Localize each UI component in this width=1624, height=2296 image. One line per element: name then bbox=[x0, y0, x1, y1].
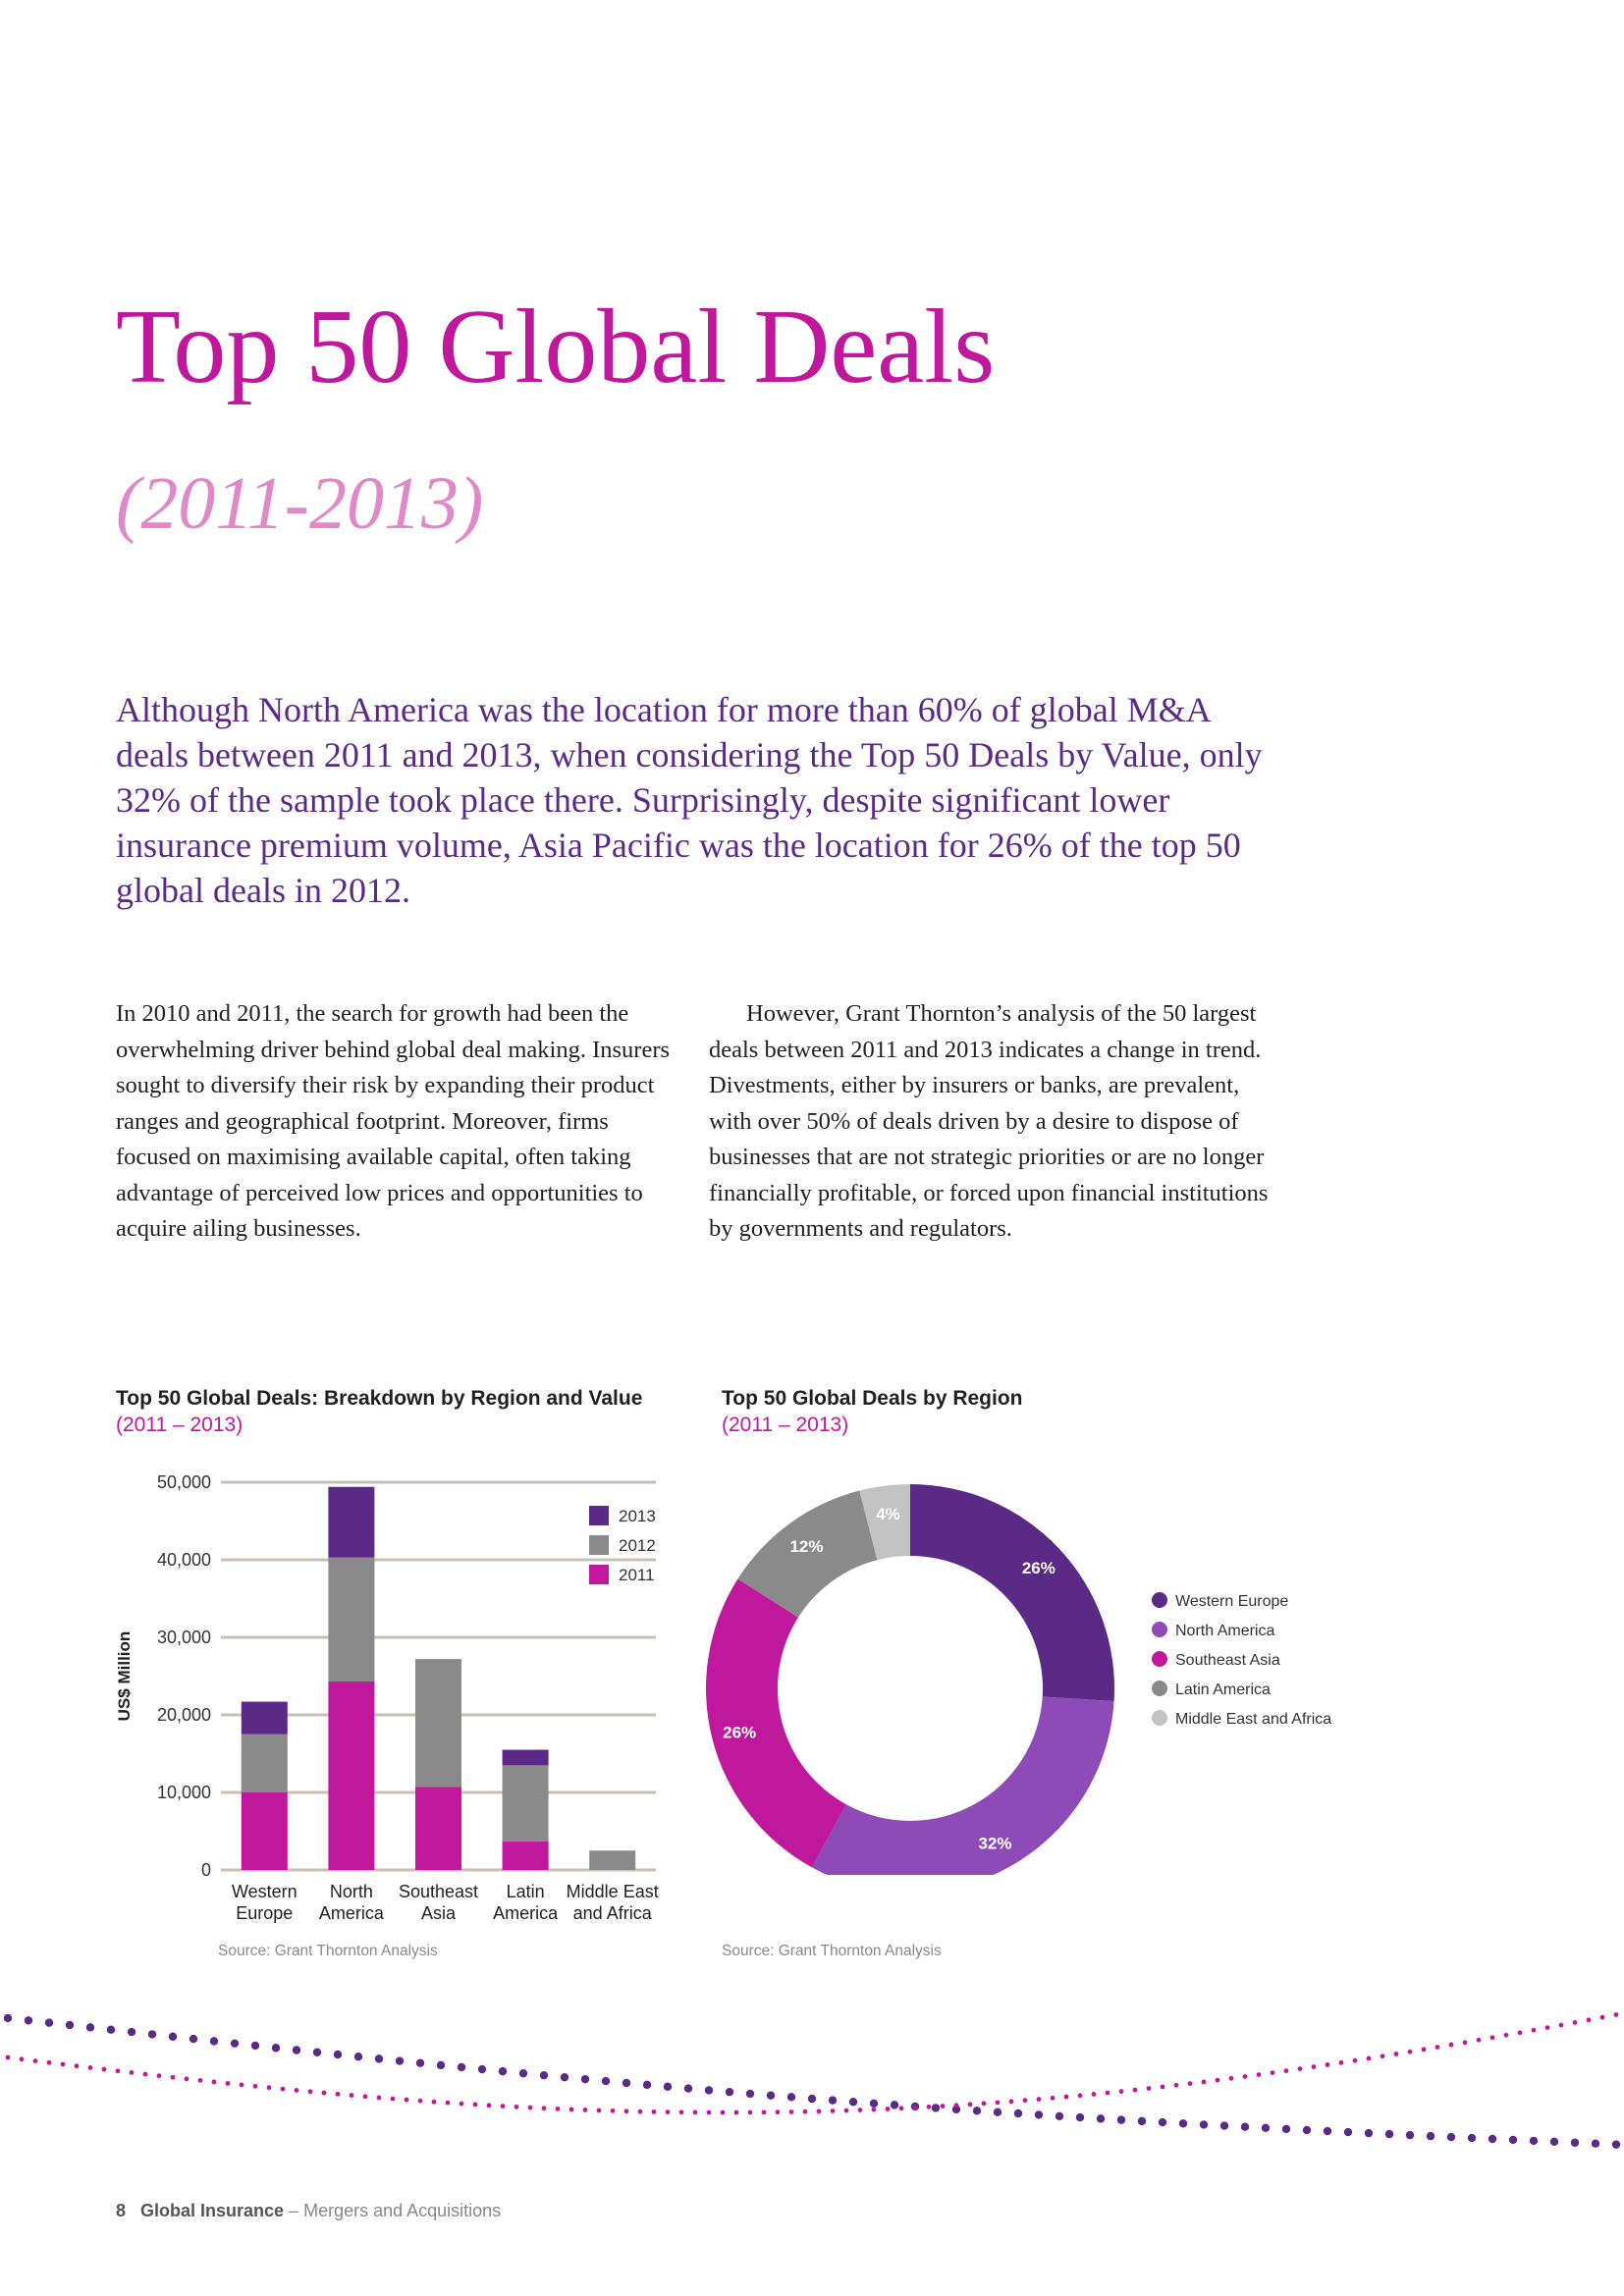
wave-dot bbox=[189, 2035, 197, 2043]
wave-dot bbox=[1571, 2139, 1579, 2147]
wave-dot bbox=[1159, 2118, 1166, 2126]
wave-dot bbox=[1312, 2064, 1317, 2069]
wave-dot bbox=[143, 2072, 148, 2077]
wave-dot bbox=[1612, 2140, 1620, 2148]
legend-label: Western Europe bbox=[1175, 1593, 1289, 1610]
wave-dot bbox=[240, 2082, 244, 2087]
wave-dot bbox=[748, 2110, 753, 2115]
donut-chart-source: Source: Grant Thornton Analysis bbox=[722, 1943, 942, 1959]
bar-segment-2012 bbox=[328, 1558, 374, 1682]
wave-dot bbox=[1559, 2023, 1564, 2028]
page-subtitle: (2011-2013) bbox=[116, 462, 484, 545]
wave-dot bbox=[446, 2101, 451, 2106]
wave-dot bbox=[973, 2107, 981, 2114]
wave-dot bbox=[767, 2091, 775, 2099]
legend-label-2013: 2013 bbox=[619, 1507, 656, 1525]
wave-dot bbox=[6, 2056, 11, 2060]
legend-swatch-2013 bbox=[589, 1506, 609, 1525]
wave-dot bbox=[437, 2061, 445, 2069]
bar-chart bbox=[98, 1463, 687, 1934]
wave-dot bbox=[1133, 2088, 1138, 2093]
wave-dot bbox=[231, 2039, 239, 2047]
wave-dot bbox=[1489, 2135, 1496, 2143]
wave-dot bbox=[1298, 2066, 1303, 2071]
wave-dot bbox=[1051, 2096, 1056, 2101]
donut-slice bbox=[910, 1484, 1114, 1701]
page-title: Top 50 Global Deals bbox=[116, 289, 996, 405]
bar-segment-2011 bbox=[415, 1787, 461, 1870]
wave-dot bbox=[308, 2089, 313, 2094]
wave-dot bbox=[1303, 2126, 1311, 2134]
footer-section: Mergers and Acquisitions bbox=[303, 2201, 502, 2220]
wave-dot bbox=[1284, 2068, 1289, 2073]
wave-dot bbox=[858, 2108, 863, 2112]
wave-dot bbox=[726, 2088, 733, 2096]
wave-dot bbox=[721, 2110, 726, 2115]
wave-dot bbox=[391, 2097, 396, 2102]
wave-dot bbox=[1468, 2134, 1476, 2142]
wave-dot bbox=[128, 2028, 135, 2036]
bar-segment-2012 bbox=[242, 1735, 288, 1792]
wave-dot bbox=[1076, 2113, 1084, 2121]
wave-dot bbox=[1449, 2043, 1454, 2048]
wave-dot bbox=[416, 2059, 424, 2067]
wave-dot bbox=[844, 2109, 849, 2113]
wave-dot bbox=[684, 2084, 692, 2092]
wave-dot bbox=[171, 2075, 176, 2080]
wave-dot bbox=[33, 2058, 38, 2063]
y-tick-label: 40,000 bbox=[156, 1550, 211, 1570]
legend-label-2012: 2012 bbox=[619, 1536, 656, 1555]
wave-dot bbox=[1463, 2040, 1468, 2045]
slice-value-label: 26% bbox=[1021, 1559, 1056, 1578]
wave-dot bbox=[1477, 2038, 1482, 2043]
wave-dot bbox=[1394, 2052, 1399, 2056]
wave-dot bbox=[253, 2084, 258, 2089]
wave-dot bbox=[1037, 2097, 1042, 2102]
wave-dot bbox=[501, 2104, 506, 2109]
page-number: 8 bbox=[116, 2201, 127, 2220]
wave-dot bbox=[293, 2046, 300, 2054]
wave-dot bbox=[1587, 2017, 1592, 2022]
slice-value-label: 32% bbox=[978, 1834, 1012, 1853]
wave-dot bbox=[968, 2102, 973, 2107]
wave-dot bbox=[1161, 2085, 1165, 2090]
wave-dot bbox=[487, 2103, 492, 2108]
wave-dot bbox=[1600, 2015, 1605, 2020]
wave-dot bbox=[561, 2073, 568, 2081]
wave-dot bbox=[1202, 2079, 1207, 2084]
wave-dot bbox=[460, 2102, 464, 2107]
wave-dot bbox=[322, 2091, 327, 2096]
wave-dot bbox=[705, 2086, 713, 2094]
wave-dot bbox=[1174, 2083, 1179, 2088]
donut-slice bbox=[812, 1696, 1114, 1875]
wave-dot bbox=[354, 2053, 362, 2060]
wave-dot bbox=[1490, 2035, 1495, 2040]
bar-segment-2011 bbox=[242, 1792, 288, 1870]
wave-dot bbox=[602, 2077, 610, 2085]
wave-dot bbox=[1241, 2123, 1249, 2131]
wave-dot bbox=[1545, 2025, 1550, 2030]
wave-dot bbox=[350, 2093, 354, 2098]
y-tick-label: 0 bbox=[200, 1860, 211, 1880]
x-tick-label: Southeast Asia bbox=[398, 1882, 479, 1923]
wave-dot bbox=[1408, 2050, 1413, 2055]
wave-dot bbox=[1262, 2124, 1270, 2132]
wave-dot bbox=[1009, 2099, 1014, 2104]
wave-dot bbox=[762, 2109, 767, 2114]
wave-dot bbox=[1385, 2130, 1393, 2138]
wave-dot bbox=[1188, 2081, 1193, 2086]
wave-dot bbox=[1509, 2136, 1517, 2144]
legend-label: North America bbox=[1175, 1623, 1275, 1639]
wave-dot bbox=[996, 2100, 1001, 2105]
wave-dot bbox=[611, 2109, 616, 2113]
wave-dot bbox=[1138, 2117, 1146, 2125]
wave-dot bbox=[47, 2060, 52, 2065]
bar-segment-2011 bbox=[328, 1682, 374, 1870]
wave-dot bbox=[849, 2098, 857, 2106]
wave-dot bbox=[210, 2037, 218, 2045]
legend-marker bbox=[1152, 1651, 1167, 1667]
wave-dot bbox=[643, 2081, 651, 2089]
wave-dot bbox=[789, 2109, 794, 2114]
wave-dot bbox=[1147, 2086, 1152, 2091]
bar-segment-2012 bbox=[589, 1850, 635, 1870]
slice-value-label: 26% bbox=[723, 1723, 757, 1742]
wave-dot bbox=[666, 2109, 671, 2114]
legend-marker bbox=[1152, 1681, 1167, 1696]
wave-dot bbox=[1435, 2045, 1440, 2050]
wave-dot bbox=[1573, 2020, 1578, 2025]
wave-dot bbox=[75, 2063, 80, 2068]
wave-dot bbox=[226, 2081, 231, 2086]
wave-dot bbox=[707, 2110, 712, 2115]
wave-dot bbox=[169, 2033, 177, 2041]
wave-dot bbox=[281, 2087, 286, 2092]
wave-dot bbox=[336, 2092, 341, 2097]
wave-dot bbox=[1550, 2138, 1558, 2146]
wave-dot bbox=[831, 2109, 836, 2113]
wave-dot bbox=[198, 2078, 203, 2083]
wave-dot bbox=[1339, 2060, 1344, 2065]
donut-chart-title: Top 50 Global Deals by Region bbox=[722, 1387, 1023, 1410]
wave-dot bbox=[913, 2106, 918, 2110]
wave-dot bbox=[45, 2018, 53, 2026]
wave-dot bbox=[776, 2109, 781, 2114]
wave-dot bbox=[803, 2109, 808, 2114]
wave-dot bbox=[1365, 2129, 1373, 2137]
wave-dot bbox=[418, 2099, 423, 2104]
wave-dot bbox=[941, 2104, 946, 2109]
wave-dot bbox=[251, 2042, 259, 2050]
wave-dot bbox=[61, 2062, 66, 2067]
bar-segment-2013 bbox=[503, 1750, 549, 1766]
wave-dot bbox=[927, 2105, 932, 2109]
wave-dot bbox=[1282, 2125, 1290, 2133]
wave-dot bbox=[817, 2109, 822, 2113]
y-tick-label: 30,000 bbox=[156, 1628, 211, 1647]
wave-dot bbox=[581, 2075, 589, 2083]
bar-segment-2012 bbox=[503, 1765, 549, 1841]
wave-dot bbox=[1406, 2131, 1414, 2139]
legend-label: Southeast Asia bbox=[1175, 1652, 1280, 1669]
wave-dot bbox=[86, 2023, 94, 2031]
wave-dot bbox=[267, 2085, 272, 2090]
wave-dot bbox=[693, 2110, 698, 2115]
wave-dot bbox=[1119, 2089, 1124, 2094]
y-tick-label: 50,000 bbox=[156, 1472, 211, 1492]
wave-dot bbox=[1014, 2109, 1022, 2117]
wave-dot bbox=[624, 2109, 629, 2113]
wave-dot bbox=[899, 2106, 904, 2110]
wave-dot bbox=[157, 2073, 162, 2078]
wave-dot bbox=[808, 2095, 816, 2103]
wave-dot bbox=[1220, 2121, 1228, 2129]
bar-chart-subtitle: (2011 – 2013) bbox=[116, 1414, 244, 1436]
wave-dot bbox=[396, 2056, 404, 2064]
legend-swatch-2012 bbox=[589, 1535, 609, 1555]
wave-dot bbox=[1344, 2128, 1352, 2136]
wave-dot bbox=[1097, 2114, 1105, 2122]
donut-chart-subtitle: (2011 – 2013) bbox=[722, 1414, 849, 1436]
wave-dot bbox=[540, 2071, 548, 2079]
wave-dot bbox=[499, 2067, 507, 2075]
wave-dot bbox=[638, 2109, 643, 2114]
wave-dot bbox=[652, 2109, 657, 2114]
wave-dot bbox=[829, 2096, 837, 2104]
wave-dot bbox=[1530, 2137, 1538, 2145]
body-paragraph-right: However, Grant Thornton’s analysis of the 50 largest deals between 2011 and 2013 indicates a change in trend. Divestments, either by insurers or banks, are prevalent, with over 50% of deals driven by a desire to dispose of businesses that are not strategic priorities or are no longer financially profitable, or forced upon financial institutions by governments and regulators. bbox=[709, 1000, 1269, 1242]
wave-dot bbox=[212, 2079, 217, 2084]
bar-segment-2013 bbox=[242, 1702, 288, 1735]
wave-dot bbox=[597, 2109, 602, 2113]
legend-marker bbox=[1152, 1592, 1167, 1608]
wave-dot bbox=[872, 2108, 877, 2112]
x-tick-label: North America bbox=[318, 1882, 384, 1923]
wave-dot bbox=[1056, 2112, 1063, 2120]
bar-chart-source: Source: Grant Thornton Analysis bbox=[218, 1943, 438, 1959]
donut-chart bbox=[687, 1443, 1375, 1875]
y-tick-label: 20,000 bbox=[156, 1705, 211, 1725]
wave-dot bbox=[886, 2107, 891, 2111]
wave-dot bbox=[313, 2049, 321, 2056]
wave-dot bbox=[377, 2096, 382, 2101]
wave-dot bbox=[787, 2093, 795, 2101]
wave-dot bbox=[272, 2044, 280, 2052]
wave-dot bbox=[519, 2069, 527, 2077]
wave-dot bbox=[458, 2063, 465, 2071]
wave-dot bbox=[473, 2103, 478, 2108]
bar-segment-2012 bbox=[415, 1659, 461, 1787]
wave-dot bbox=[1200, 2120, 1208, 2128]
legend-label-2011: 2011 bbox=[619, 1566, 655, 1584]
wave-dot bbox=[116, 2068, 121, 2073]
wave-dot bbox=[1078, 2093, 1083, 2098]
wave-dot bbox=[375, 2055, 383, 2062]
wave-dot bbox=[954, 2103, 959, 2108]
wave-dot bbox=[1179, 2119, 1187, 2127]
legend-label: Middle East and Africa bbox=[1175, 1711, 1332, 1728]
wave-dot bbox=[107, 2026, 115, 2034]
y-axis-label: US$ Million bbox=[115, 1630, 134, 1722]
wave-dot bbox=[1257, 2072, 1262, 2077]
legend-marker bbox=[1152, 1710, 1167, 1726]
legend-swatch-2011 bbox=[589, 1565, 609, 1584]
wave-dot bbox=[405, 2098, 409, 2103]
wave-dot bbox=[1427, 2132, 1435, 2140]
bar-segment-2011 bbox=[503, 1842, 549, 1870]
wave-dot bbox=[1367, 2056, 1372, 2061]
wave-dot bbox=[1518, 2030, 1523, 2035]
wave-dot bbox=[130, 2070, 135, 2075]
wave-dot bbox=[1353, 2058, 1358, 2063]
wave-dot bbox=[891, 2101, 898, 2109]
wave-dot bbox=[1092, 2092, 1097, 2097]
wave-dot bbox=[623, 2079, 630, 2087]
legend-label: Latin America bbox=[1175, 1682, 1271, 1698]
footer-dash: – bbox=[284, 2201, 304, 2220]
x-tick-label: Western Europe bbox=[231, 1882, 298, 1923]
wave-dot bbox=[148, 2030, 156, 2038]
wave-dot bbox=[1422, 2047, 1427, 2052]
legend-marker bbox=[1152, 1622, 1167, 1637]
page-footer bbox=[116, 2201, 501, 2221]
y-tick-label: 10,000 bbox=[156, 1783, 211, 1802]
wave-dot bbox=[1324, 2127, 1331, 2135]
wave-dot bbox=[664, 2083, 672, 2091]
wave-dot bbox=[1035, 2110, 1043, 2118]
wave-dot bbox=[982, 2101, 987, 2106]
wave-dot bbox=[1326, 2062, 1330, 2067]
bar-segment-2013 bbox=[328, 1487, 374, 1558]
wave-dot bbox=[88, 2065, 93, 2070]
wave-dot bbox=[542, 2106, 547, 2110]
footer-publication: Global Insurance bbox=[140, 2201, 285, 2220]
wave-dot bbox=[1023, 2098, 1028, 2103]
wave-dot bbox=[1271, 2070, 1275, 2075]
wave-dot bbox=[1117, 2115, 1125, 2123]
slice-value-label: 12% bbox=[789, 1536, 824, 1556]
wave-dot bbox=[20, 2056, 25, 2061]
wave-dot bbox=[1229, 2076, 1234, 2081]
x-tick-label: Middle East and Africa bbox=[566, 1882, 659, 1923]
wave-dot bbox=[363, 2094, 368, 2099]
wave-dot bbox=[1106, 2091, 1110, 2096]
wave-dot bbox=[4, 2014, 12, 2022]
lead-paragraph: Although North America was the location for more than 60% of global M&A deals between 2011 and 2013, when considering the Top 50 Deals by Value, only 32% of the sample took place there. Surprisingly, despite significant lower insurance premium volume, Asia Pacific was the location for 26% of the top 50 global deals in 2012. bbox=[116, 690, 1263, 910]
wave-dot bbox=[1504, 2033, 1509, 2038]
x-tick-label: Latin America bbox=[493, 1882, 559, 1923]
wave-dot bbox=[528, 2106, 533, 2110]
body-paragraph-left: In 2010 and 2011, the search for growth had been the overwhelming driver behind global deal making. Insurers sought to diversify their risk by expanding their product ranges and geographical footprint. Moreover, firms focused on maximising available capital, often taking advantage of perceived low prices and opportunities to acquire ailing businesses. bbox=[116, 1000, 671, 1242]
wave-dot bbox=[334, 2051, 342, 2058]
wave-dot bbox=[1592, 2140, 1599, 2148]
wave-dot bbox=[583, 2108, 588, 2112]
wave-dot bbox=[746, 2090, 754, 2098]
wave-dot bbox=[994, 2109, 1001, 2116]
wave-dot bbox=[514, 2105, 519, 2109]
wave-dot bbox=[432, 2100, 437, 2105]
wave-dot bbox=[102, 2067, 107, 2072]
wave-dot bbox=[66, 2021, 74, 2029]
bar-chart-title: Top 50 Global Deals: Breakdown by Region and Value bbox=[116, 1387, 643, 1410]
wave-dot bbox=[734, 2110, 739, 2115]
wave-dot bbox=[25, 2016, 32, 2024]
wave-dot bbox=[556, 2107, 561, 2111]
wave-dot bbox=[1064, 2095, 1069, 2100]
wave-dot bbox=[478, 2065, 486, 2073]
wave-dot bbox=[870, 2100, 878, 2108]
wave-dot bbox=[1447, 2133, 1455, 2141]
wave-dot bbox=[569, 2108, 574, 2112]
wave-dot bbox=[1614, 2012, 1619, 2017]
wave-dot bbox=[295, 2088, 299, 2093]
wave-dot bbox=[1532, 2028, 1537, 2033]
wave-dot bbox=[185, 2076, 189, 2081]
wave-dot bbox=[1380, 2054, 1385, 2058]
wave-dot bbox=[1243, 2074, 1248, 2079]
wave-dot bbox=[679, 2109, 684, 2114]
wave-dot bbox=[1216, 2078, 1220, 2083]
wave-dot bbox=[932, 2104, 940, 2111]
slice-value-label: 4% bbox=[876, 1504, 900, 1523]
decorative-dotted-waves bbox=[0, 1993, 1624, 2179]
